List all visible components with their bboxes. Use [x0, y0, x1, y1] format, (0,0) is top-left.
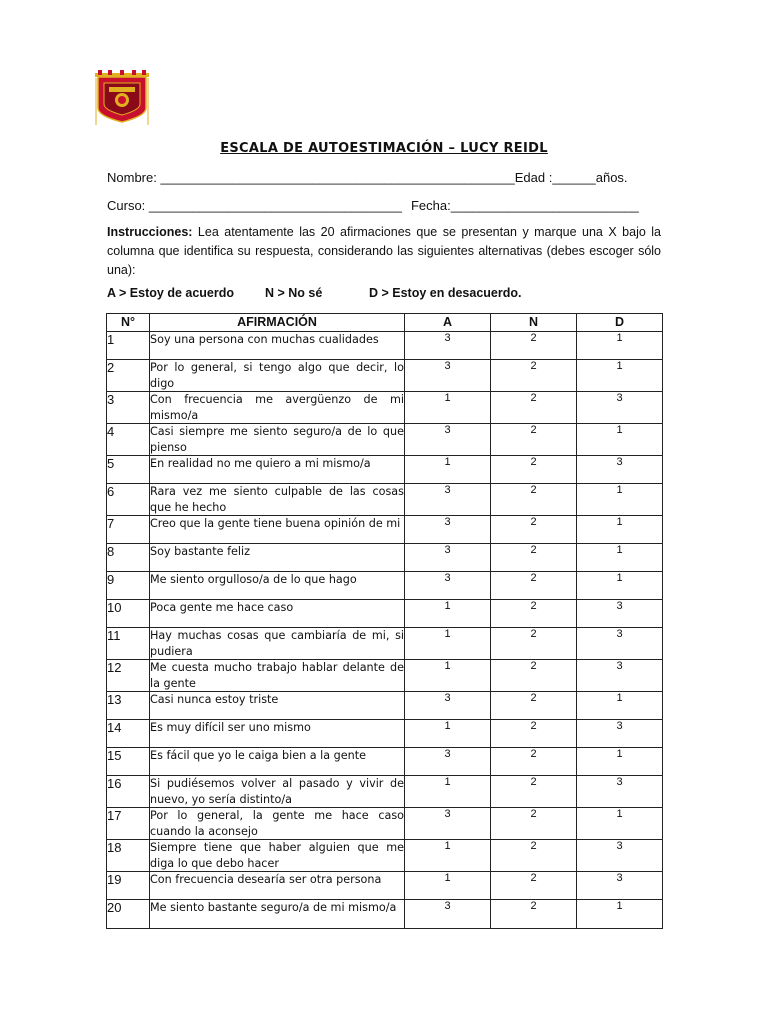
row-disagree-value[interactable]: 3 — [577, 720, 663, 748]
row-number: 1 — [107, 332, 150, 360]
row-statement: Por lo general, la gente me hace caso cuando la aconsejo — [150, 809, 404, 838]
row-disagree-value[interactable]: 1 — [577, 332, 663, 360]
row-unsure-value[interactable]: 2 — [491, 692, 577, 720]
row-agree-value[interactable]: 3 — [405, 332, 491, 360]
row-unsure-value[interactable]: 2 — [491, 456, 577, 484]
row-number: 4 — [107, 424, 150, 456]
row-disagree-value[interactable]: 3 — [577, 456, 663, 484]
row-unsure-value[interactable]: 2 — [491, 484, 577, 516]
row-disagree-value[interactable]: 1 — [577, 808, 663, 840]
school-banner-logo — [92, 70, 152, 128]
header-agree: A — [405, 314, 491, 332]
row-number: 17 — [107, 808, 150, 840]
row-disagree-value[interactable]: 3 — [577, 840, 663, 872]
row-disagree-value[interactable]: 1 — [577, 748, 663, 776]
table-row — [107, 840, 663, 872]
row-number: 5 — [107, 456, 150, 484]
name-age-line — [107, 170, 628, 185]
row-statement: Soy una persona con muchas cualidades — [150, 332, 405, 360]
row-unsure-value[interactable]: 2 — [491, 776, 577, 808]
table-row — [107, 600, 663, 628]
row-statement: Rara vez me siento culpable de las cosas que he hecho — [150, 485, 404, 514]
row-unsure-value[interactable]: 2 — [491, 720, 577, 748]
row-disagree-value[interactable]: 1 — [577, 360, 663, 392]
table-row — [107, 392, 663, 424]
row-disagree-value[interactable]: 1 — [577, 516, 663, 544]
row-number: 12 — [107, 660, 150, 692]
row-unsure-value[interactable]: 2 — [491, 748, 577, 776]
table-row — [107, 720, 663, 748]
instructions-text: Lea atentamente las 20 afirmaciones que se presentan y marque una X bajo la columna que identifica su respuesta, considerando las siguientes alternativas (debes escoger sólo una): — [107, 225, 661, 277]
row-statement: En realidad no me quiero a mi mismo/a — [150, 456, 405, 484]
row-statement: Soy bastante feliz — [150, 544, 405, 572]
table-row — [107, 572, 663, 600]
row-disagree-value[interactable]: 3 — [577, 660, 663, 692]
instructions — [107, 223, 661, 280]
row-agree-value[interactable]: 1 — [405, 628, 491, 660]
name-field[interactable]: _________________________________________________ — [160, 170, 515, 185]
table-row — [107, 748, 663, 776]
age-field[interactable]: ______ — [552, 170, 596, 185]
row-number: 8 — [107, 544, 150, 572]
table-row — [107, 360, 663, 392]
course-field[interactable]: ___________________________________ — [148, 198, 402, 213]
age-label: Edad : — [514, 170, 553, 185]
row-disagree-value[interactable]: 1 — [577, 900, 663, 929]
row-agree-value[interactable]: 3 — [405, 900, 491, 929]
row-disagree-value[interactable]: 1 — [577, 544, 663, 572]
row-statement: Por lo general, si tengo algo que decir, lo digo — [150, 361, 404, 390]
row-unsure-value[interactable]: 2 — [491, 900, 577, 929]
row-agree-value[interactable]: 1 — [405, 392, 491, 424]
row-unsure-value[interactable]: 2 — [491, 840, 577, 872]
row-statement: Creo que la gente tiene buena opinión de mi — [150, 516, 405, 544]
table-row — [107, 332, 663, 360]
table-row — [107, 776, 663, 808]
row-disagree-value[interactable]: 3 — [577, 392, 663, 424]
row-number: 19 — [107, 872, 150, 900]
table-row — [107, 628, 663, 660]
row-agree-value[interactable]: 1 — [405, 456, 491, 484]
row-unsure-value[interactable]: 2 — [491, 360, 577, 392]
header-statement: AFIRMACIÓN — [150, 314, 405, 332]
row-statement: Poca gente me hace caso — [150, 600, 405, 628]
row-unsure-value[interactable]: 2 — [491, 572, 577, 600]
table-row — [107, 900, 663, 929]
row-number: 3 — [107, 392, 150, 424]
legend-agree: A > Estoy de acuerdo — [107, 286, 235, 300]
row-agree-value[interactable]: 3 — [405, 360, 491, 392]
row-number: 9 — [107, 572, 150, 600]
table-row — [107, 660, 663, 692]
row-unsure-value[interactable]: 2 — [491, 424, 577, 456]
row-unsure-value[interactable]: 2 — [491, 660, 577, 692]
row-unsure-value[interactable]: 2 — [491, 392, 577, 424]
row-statement: Siempre tiene que haber alguien que me diga lo que debo hacer — [150, 841, 404, 870]
row-number: 15 — [107, 748, 150, 776]
course-date-line — [107, 198, 639, 213]
row-agree-value[interactable]: 3 — [405, 544, 491, 572]
row-disagree-value[interactable]: 1 — [577, 692, 663, 720]
age-suffix: años. — [595, 170, 628, 185]
table-row — [107, 692, 663, 720]
row-statement: Con frecuencia me avergüenzo de mi mismo/a — [150, 393, 404, 422]
row-statement: Casi siempre me siento seguro/a de lo que pienso — [150, 425, 404, 454]
row-statement: Me siento bastante seguro/a de mi mismo/a — [150, 900, 405, 929]
row-number: 7 — [107, 516, 150, 544]
row-statement: Es muy difícil ser uno mismo — [150, 720, 405, 748]
document-title: ESCALA DE AUTOESTIMACIÓN – LUCY REIDL — [220, 141, 548, 156]
row-agree-value[interactable]: 3 — [405, 572, 491, 600]
table-row — [107, 424, 663, 456]
header-number: N° — [107, 314, 150, 332]
row-disagree-value[interactable]: 3 — [577, 872, 663, 900]
row-number: 16 — [107, 776, 150, 808]
row-statement: Es fácil que yo le caiga bien a la gente — [150, 748, 405, 776]
row-unsure-value[interactable]: 2 — [491, 872, 577, 900]
row-agree-value[interactable]: 1 — [405, 776, 491, 808]
row-unsure-value[interactable]: 2 — [491, 808, 577, 840]
row-agree-value[interactable]: 3 — [405, 516, 491, 544]
instructions-label: Instrucciones: — [107, 225, 193, 239]
row-number: 10 — [107, 600, 150, 628]
row-unsure-value[interactable]: 2 — [491, 516, 577, 544]
row-disagree-value[interactable]: 1 — [577, 572, 663, 600]
row-number: 14 — [107, 720, 150, 748]
row-number: 20 — [107, 900, 150, 929]
row-statement: Hay muchas cosas que cambiaría de mi, si pudiera — [150, 629, 404, 658]
table-row — [107, 544, 663, 572]
row-unsure-value[interactable]: 2 — [491, 600, 577, 628]
row-number: 11 — [107, 628, 150, 660]
legend-unsure: N > No sé — [265, 286, 323, 300]
row-unsure-value[interactable]: 2 — [491, 544, 577, 572]
row-agree-value[interactable]: 1 — [405, 872, 491, 900]
row-unsure-value[interactable]: 2 — [491, 628, 577, 660]
table-row — [107, 516, 663, 544]
table-header-row — [107, 314, 663, 332]
row-agree-value[interactable]: 3 — [405, 692, 491, 720]
row-agree-value[interactable]: 3 — [405, 748, 491, 776]
row-number: 6 — [107, 484, 150, 516]
legend-disagree: D > Estoy en desacuerdo. — [369, 286, 522, 300]
row-disagree-value[interactable]: 3 — [577, 628, 663, 660]
name-label: Nombre: — [107, 170, 161, 185]
header-disagree: D — [577, 314, 663, 332]
date-field[interactable]: __________________________ — [450, 198, 639, 213]
date-label: Fecha: — [410, 198, 451, 213]
row-disagree-value[interactable]: 1 — [577, 484, 663, 516]
row-agree-value[interactable]: 3 — [405, 484, 491, 516]
course-label: Curso: — [107, 198, 149, 213]
row-agree-value[interactable]: 3 — [405, 424, 491, 456]
table-row — [107, 808, 663, 840]
row-agree-value[interactable]: 3 — [405, 808, 491, 840]
row-disagree-value[interactable]: 3 — [577, 776, 663, 808]
table-row — [107, 484, 663, 516]
table-row — [107, 456, 663, 484]
row-disagree-value[interactable]: 1 — [577, 424, 663, 456]
row-agree-value[interactable]: 1 — [405, 720, 491, 748]
row-number: 18 — [107, 840, 150, 872]
row-statement: Casi nunca estoy triste — [150, 692, 405, 720]
row-statement: Me cuesta mucho trabajo hablar delante de la gente — [150, 661, 404, 690]
row-number: 2 — [107, 360, 150, 392]
table-row — [107, 872, 663, 900]
header-unsure: N — [491, 314, 577, 332]
row-number: 13 — [107, 692, 150, 720]
row-agree-value[interactable]: 1 — [405, 660, 491, 692]
row-statement: Con frecuencia desearía ser otra persona — [150, 872, 405, 900]
row-statement: Me siento orgulloso/a de lo que hago — [150, 572, 405, 600]
row-agree-value[interactable]: 1 — [405, 840, 491, 872]
row-agree-value[interactable]: 1 — [405, 600, 491, 628]
self-esteem-scale-table — [106, 313, 663, 929]
row-unsure-value[interactable]: 2 — [491, 332, 577, 360]
row-statement: Si pudiésemos volver al pasado y vivir de nuevo, yo sería distinto/a — [150, 777, 404, 806]
row-disagree-value[interactable]: 3 — [577, 600, 663, 628]
